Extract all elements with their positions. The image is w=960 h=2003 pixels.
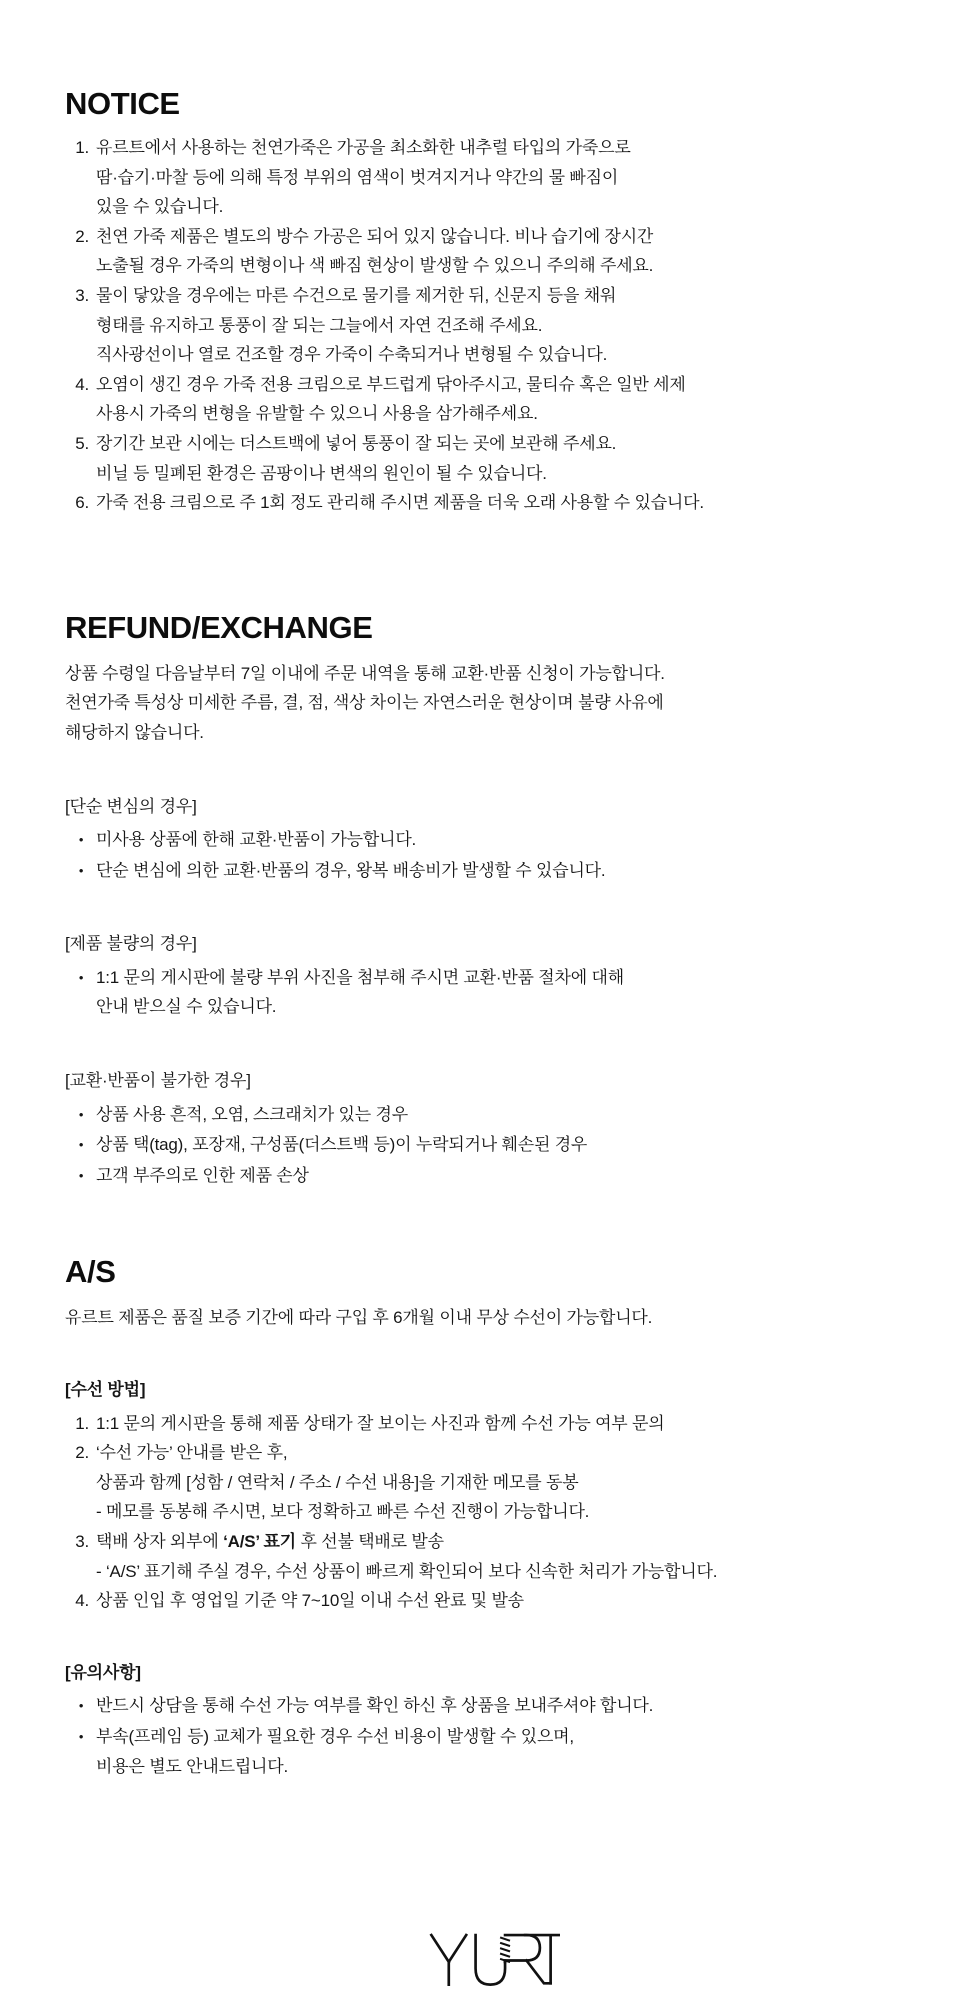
repair-method-heading: [수선 방법] xyxy=(65,1380,146,1400)
text-line: - ‘A/S’ 표기해 주실 경우, 수선 상품이 빠르게 확인되어 보다 신속한 처리가 가능합니다. xyxy=(96,1561,718,1581)
text-line: 안내 받으실 수 있습니다. xyxy=(96,997,277,1017)
bullet-icon: • xyxy=(78,1137,84,1153)
text-line: 노출될 경우 가죽의 변형이나 색 빠짐 현상이 발생할 수 있으니 주의해 주세요. xyxy=(96,256,654,276)
text-line: 반드시 상담을 통해 수선 가능 여부를 확인 하신 후 상품을 보내주셔야 합니다. xyxy=(96,1696,654,1716)
list-number: 4. xyxy=(75,1591,89,1611)
bullet-item xyxy=(65,856,920,886)
text-line: 사용시 가죽의 변형을 유발할 수 있으니 사용을 삼가해주세요. xyxy=(96,404,538,424)
bullet-icon: • xyxy=(78,1698,84,1714)
group-heading: [제품 불량의 경우] xyxy=(65,934,197,954)
list-item xyxy=(65,133,920,222)
text-line: 단순 변심에 의한 교환·반품의 경우, 왕복 배송비가 발생할 수 있습니다. xyxy=(96,860,606,880)
text-line: 부속(프레임 등) 교체가 필요한 경우 수선 비용이 발생할 수 있으며, xyxy=(96,1726,574,1746)
section-as xyxy=(65,1254,920,1781)
text-line: 땀·습기·마찰 등에 의해 특정 부위의 염색이 벗겨지거나 약간의 물 빠짐이 xyxy=(96,167,619,187)
text-line: 비닐 등 밀폐된 환경은 곰팡이나 변색의 원인이 될 수 있습니다. xyxy=(96,463,547,483)
text-line: 직사광선이나 열로 건조할 경우 가죽이 수축되거나 변형될 수 있습니다. xyxy=(96,345,608,365)
bullet-icon: • xyxy=(78,1167,84,1183)
text-line: 미사용 상품에 한해 교환·반품이 가능합니다. xyxy=(96,830,417,850)
bullet-icon: • xyxy=(78,1106,84,1122)
text-line: 물이 닿았을 경우에는 마른 수건으로 물기를 제거한 뒤, 신문지 등을 채워 xyxy=(96,285,617,305)
list-item xyxy=(65,370,920,429)
list-item xyxy=(65,222,920,281)
refund-title: REFUND/EXCHANGE xyxy=(65,609,373,645)
list-item xyxy=(65,429,920,488)
text-line: 상품과 함께 [성함 / 연락처 / 주소 / 수선 내용]을 기재한 메모를 동봉 xyxy=(96,1472,579,1492)
bullet-item xyxy=(65,1722,920,1781)
text-line: 고객 부주의로 인한 제품 손상 xyxy=(96,1165,309,1185)
bullet-icon: • xyxy=(78,862,84,878)
list-number: 5. xyxy=(75,433,89,453)
bullet-icon: • xyxy=(78,1728,84,1744)
as-intro xyxy=(65,1303,920,1333)
refund-group-not-allowed xyxy=(65,1066,920,1190)
notice-list xyxy=(65,133,920,518)
text-line xyxy=(96,1527,920,1557)
text-line: - 메모를 동봉해 주시면, 보다 정확하고 빠른 수선 진행이 가능합니다. xyxy=(96,1502,590,1522)
text-segment: 후 선불 택배로 발송 xyxy=(295,1532,444,1551)
text-line: 1:1 문의 게시판을 통해 제품 상태가 잘 보이는 사진과 함께 수선 가능 여부 문의 xyxy=(96,1413,665,1433)
text-line: 형태를 유지하고 통풍이 잘 되는 그늘에서 자연 건조해 주세요. xyxy=(96,315,543,335)
bullet-item xyxy=(65,963,920,1022)
text-line: 비용은 별도 안내드립니다. xyxy=(96,1756,289,1776)
list-number: 2. xyxy=(75,226,89,246)
text-segment: 택배 상자 외부에 xyxy=(96,1532,224,1551)
list-number: 3. xyxy=(75,1532,89,1551)
text-line: 천연 가죽 제품은 별도의 방수 가공은 되어 있지 않습니다. 비나 습기에 장시간 xyxy=(96,226,654,246)
bullet-item xyxy=(65,1691,920,1721)
text-line: 1:1 문의 게시판에 불량 부위 사진을 첨부해 주시면 교환·반품 절차에 대해 xyxy=(96,967,624,987)
caution-list xyxy=(65,1691,920,1781)
as-title: A/S xyxy=(65,1254,116,1290)
text-line: 있을 수 있습니다. xyxy=(96,197,224,217)
text-line: 가죽 전용 크림으로 주 1회 정도 관리해 주시면 제품을 더욱 오래 사용할 수 있습니다. xyxy=(96,493,704,513)
refund-group-change-of-mind xyxy=(65,792,920,886)
list-number: 6. xyxy=(75,493,89,513)
text-line: 상품 택(tag), 포장재, 구성품(더스트백 등)이 누락되거나 훼손된 경우 xyxy=(96,1135,588,1155)
list-number: 2. xyxy=(75,1443,89,1463)
notice-title: NOTICE xyxy=(65,86,180,121)
bullet-icon: • xyxy=(78,969,84,985)
bullet-item xyxy=(65,1100,920,1130)
list-number: 1. xyxy=(75,138,89,157)
text-line: 오염이 생긴 경우 가죽 전용 크림으로 부드럽게 닦아주시고, 물티슈 혹은 일반 세제 xyxy=(96,374,686,394)
text-line: 유르트에서 사용하는 천연가죽은 가공을 최소화한 내추럴 타입의 가죽으로 xyxy=(96,138,631,157)
bullet-item xyxy=(65,825,920,855)
list-item xyxy=(65,1586,920,1616)
yurt-logo xyxy=(426,1931,560,1993)
section-notice xyxy=(65,86,920,518)
text-line: 상품 인입 후 영업일 기준 약 7~10일 이내 수선 완료 및 발송 xyxy=(96,1591,524,1611)
bullet-icon: • xyxy=(78,832,84,848)
text-line: 장기간 보관 시에는 더스트백에 넣어 통풍이 잘 되는 곳에 보관해 주세요. xyxy=(96,433,617,453)
list-item xyxy=(65,1527,920,1586)
list-item xyxy=(65,488,920,518)
section-refund-exchange xyxy=(65,610,920,1191)
bullet-item xyxy=(65,1161,920,1191)
group-heading: [교환·반품이 불가한 경우] xyxy=(65,1071,251,1091)
text-line: 상품 수령일 다음날부터 7일 이내에 주문 내역을 통해 교환·반품 신청이 가능합니다. xyxy=(65,663,665,683)
refund-intro xyxy=(65,659,920,748)
text-line: 천연가죽 특성상 미세한 주름, 결, 점, 색상 차이는 자연스러운 현상이며 불량 사유에 xyxy=(65,693,664,713)
text-segment-bold: ‘A/S’ 표기 xyxy=(223,1532,296,1551)
group-heading: [단순 변심의 경우] xyxy=(65,796,197,816)
list-number: 1. xyxy=(75,1413,89,1433)
list-number: 3. xyxy=(75,285,89,305)
list-item xyxy=(65,281,920,370)
refund-group-defect xyxy=(65,929,920,1022)
text-line: 상품 사용 흔적, 오염, 스크래치가 있는 경우 xyxy=(96,1104,408,1124)
repair-method-list xyxy=(65,1409,920,1616)
text-line: ‘수선 가능’ 안내를 받은 후, xyxy=(96,1443,288,1463)
list-number: 4. xyxy=(75,374,89,394)
yurt-logo-image xyxy=(426,1931,560,1988)
caution-heading: [유의사항] xyxy=(65,1662,141,1682)
bullet-item xyxy=(65,1130,920,1160)
text-line: 유르트 제품은 품질 보증 기간에 따라 구입 후 6개월 이내 무상 수선이 가능합니다. xyxy=(65,1308,653,1328)
text-line: 해당하지 않습니다. xyxy=(65,722,204,742)
page-footer xyxy=(65,1931,920,1993)
list-item xyxy=(65,1438,920,1527)
list-item xyxy=(65,1409,920,1439)
